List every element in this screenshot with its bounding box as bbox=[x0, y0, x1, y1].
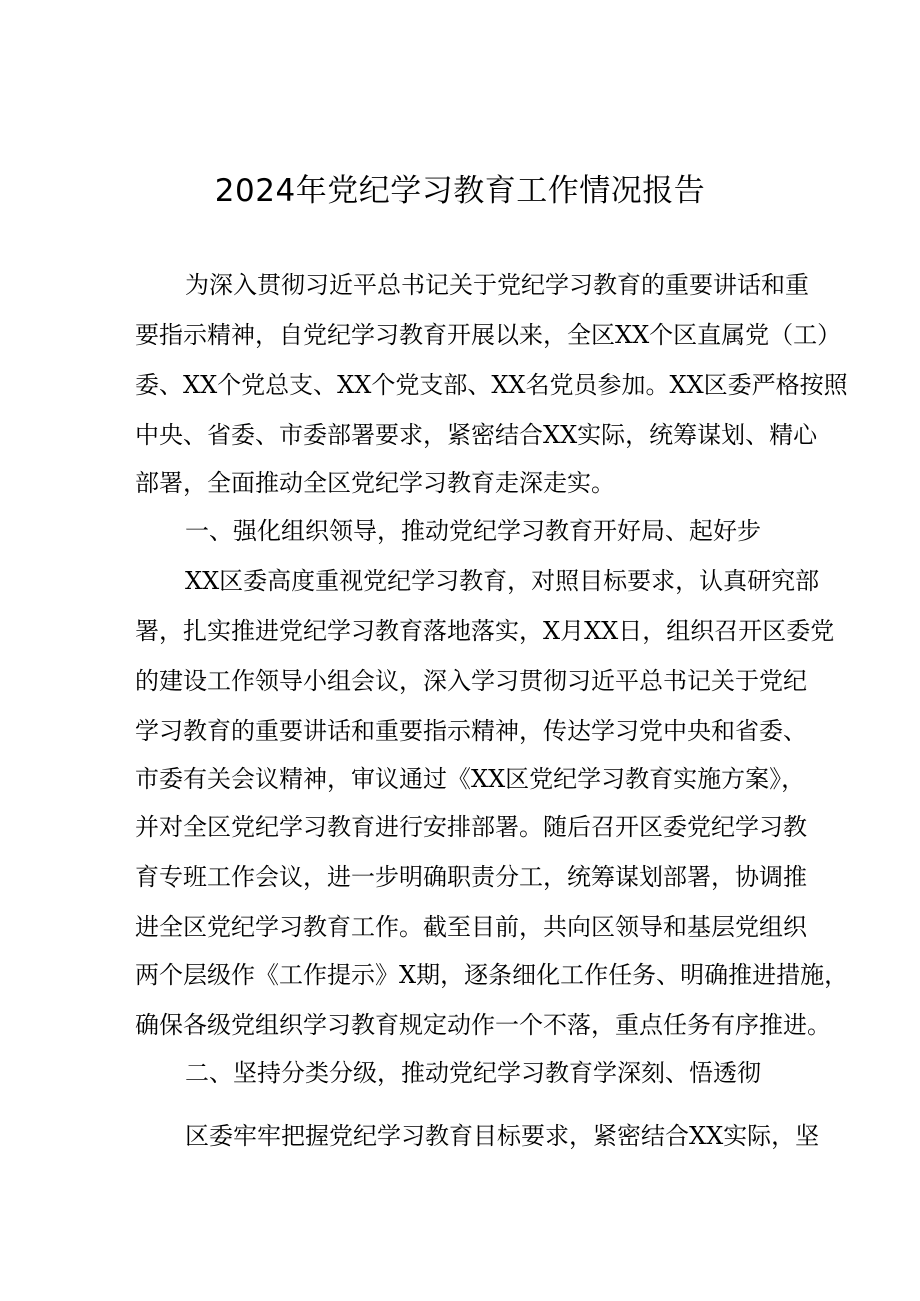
paragraph-line: 区委牢牢把握党纪学习教育目标要求，紧密结合XX实际，坚 bbox=[185, 1122, 820, 1150]
paragraph-line: 中央、省委、市委部署要求，紧密结合XX实际，统筹谋划、精心 bbox=[135, 421, 818, 449]
section-heading: 二、坚持分类分级，推动党纪学习教育学深刻、悟透彻 bbox=[185, 1059, 761, 1087]
paragraph-line: 确保各级党组织学习教育规定动作一个不落，重点任务有序推进。 bbox=[135, 1011, 831, 1039]
paragraph-line: XX区委高度重视党纪学习教育，对照目标要求，认真研究部 bbox=[185, 567, 820, 595]
paragraph-line: 进全区党纪学习教育工作。截至目前，共向区领导和基层党组织 bbox=[135, 913, 807, 941]
paragraph-line: 为深入贯彻习近平总书记关于党纪学习教育的重要讲话和重 bbox=[185, 271, 809, 299]
document-title: 2024年党纪学习教育工作情况报告 bbox=[214, 173, 706, 209]
paragraph-line: 两个层级作《工作提示》X期，逐条细化工作任务、明确推进措施， bbox=[135, 961, 849, 989]
paragraph-line: 署，扎实推进党纪学习教育落地落实，X月XX日，组织召开区委党 bbox=[135, 617, 835, 645]
paragraph-line: 市委有关会议精神，审议通过《XX区党纪学习教育实施方案》， bbox=[135, 765, 806, 793]
paragraph-line: 委、XX个党总支、XX个党支部、XX名党员参加。XX区委严格按照 bbox=[135, 371, 848, 399]
paragraph-line: 育专班工作会议，进一步明确职责分工，统筹谋划部署，协调推 bbox=[135, 863, 807, 891]
section-heading: 一、强化组织领导，推动党纪学习教育开好局、起好步 bbox=[185, 517, 761, 545]
paragraph-line: 学习教育的重要讲话和重要指示精神，传达学习党中央和省委、 bbox=[135, 717, 807, 745]
paragraph-line: 部署，全面推动全区党纪学习教育走深走实。 bbox=[135, 469, 615, 497]
paragraph-line: 并对全区党纪学习教育进行安排部署。随后召开区委党纪学习教 bbox=[135, 813, 807, 841]
paragraph-line: 的建设工作领导小组会议，深入学习贯彻习近平总书记关于党纪 bbox=[135, 667, 807, 695]
paragraph-line: 要指示精神，自党纪学习教育开展以来，全区XX个区直属党（工） bbox=[135, 321, 842, 349]
